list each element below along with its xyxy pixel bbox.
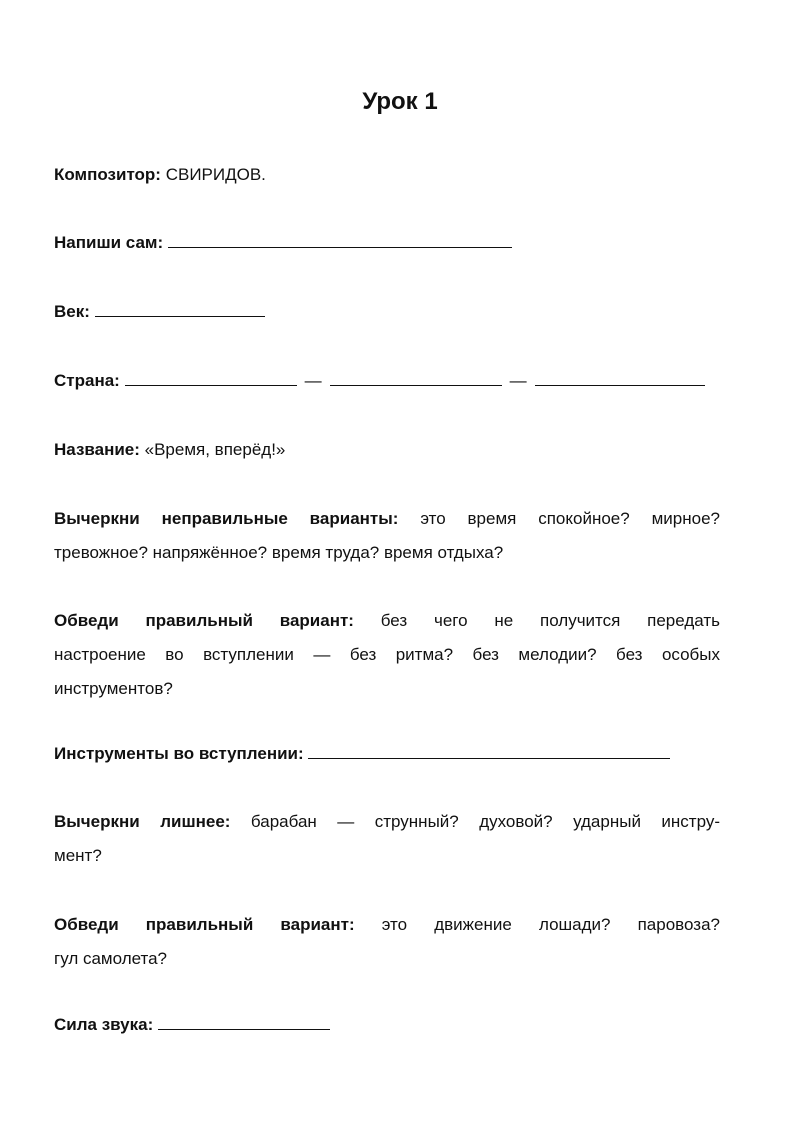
q1-label: Вычеркни неправильные варианты:: [54, 509, 399, 528]
composer-label: Композитор:: [54, 165, 161, 184]
q2-text: без чего не получится передать: [380, 611, 720, 630]
q4-text: это движение лошади? паровоза?: [381, 915, 720, 934]
country-separator: —: [304, 371, 322, 390]
q4-label: Обведи правильный вариант:: [54, 915, 355, 934]
write-yourself-row: [54, 226, 720, 260]
q3-label: Вычеркни лишнее:: [54, 812, 231, 831]
country-separator: —: [509, 371, 527, 390]
page-title: Урок 1: [362, 88, 438, 115]
century-field[interactable]: [95, 302, 265, 317]
composer-value: СВИРИДОВ.: [165, 165, 266, 184]
question-3: [54, 805, 720, 873]
volume-label: Сила звука:: [54, 1015, 154, 1034]
write-yourself-field[interactable]: [168, 233, 512, 248]
volume-row: [54, 1008, 720, 1042]
q1-text: тревожное? напряжённое? время труда? время отдыха?: [54, 543, 504, 562]
composer-row: [54, 158, 720, 192]
question-2: [54, 604, 720, 706]
q3-text: барабан — струнный? духовой? ударный инстру-: [250, 812, 720, 831]
question-1: [54, 502, 720, 570]
instruments-row: [54, 737, 720, 771]
q2-text: инструментов?: [54, 679, 173, 698]
instruments-label: Инструменты во вступлении:: [54, 744, 304, 763]
name-row: [54, 433, 720, 467]
century-label: Век:: [54, 302, 90, 321]
instruments-field[interactable]: [308, 744, 670, 759]
q2-label: Обведи правильный вариант:: [54, 611, 354, 630]
country-field-2[interactable]: [330, 371, 502, 386]
country-field-1[interactable]: [125, 371, 297, 386]
country-field-3[interactable]: [535, 371, 705, 386]
name-value: «Время, вперёд!»: [144, 440, 286, 459]
q4-text: гул самолета?: [54, 949, 168, 968]
country-row: [54, 364, 720, 398]
write-yourself-label: Напиши сам:: [54, 233, 164, 252]
century-row: [54, 295, 720, 329]
q3-text: мент?: [54, 846, 102, 865]
question-4: [54, 908, 720, 976]
q1-text: это время спокойное? мирное?: [420, 509, 720, 528]
q2-text: настроение во вступлении — без ритма? без мелодии? без особых: [54, 645, 720, 664]
country-label: Страна:: [54, 371, 120, 390]
volume-field[interactable]: [158, 1015, 330, 1030]
name-label: Название:: [54, 440, 140, 459]
